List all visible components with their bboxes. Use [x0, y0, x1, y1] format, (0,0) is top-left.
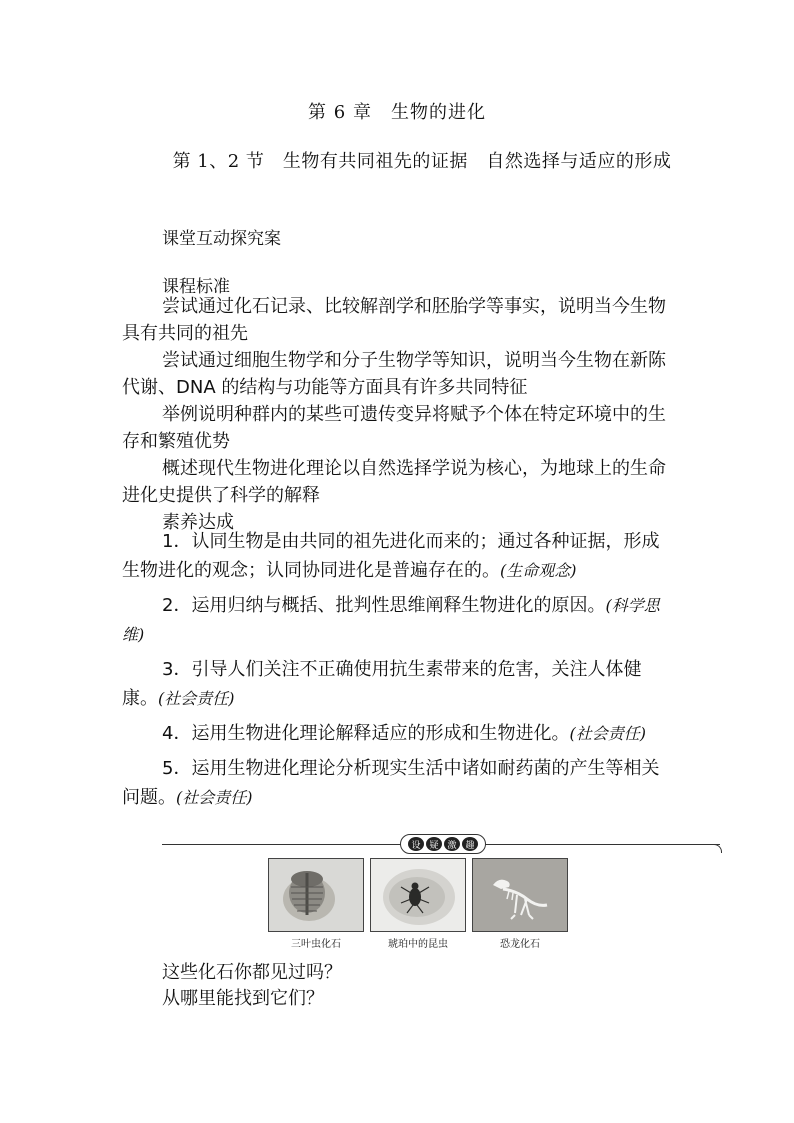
aim-tag: (社会责任): [569, 724, 646, 743]
literacy-label: 素养达成: [162, 512, 234, 533]
standard-item: 概述现代生物进化理论以自然选择学说为核心，为地球上的生命进化史提供了科学的解释: [122, 458, 666, 506]
figure-trilobite: [268, 858, 364, 950]
aim-item: [122, 655, 674, 713]
figure-caption: 琥珀中的昆虫: [388, 939, 448, 950]
figure-amber: [370, 858, 466, 950]
aim-tag: (社会责任): [158, 689, 235, 708]
banner-char: 设: [408, 837, 424, 851]
aim-tag: (生命观念): [500, 561, 577, 580]
aim-text: 2．运用归纳与概括、批判性思维阐释生物进化的原因。: [162, 595, 606, 616]
section-banner: [162, 832, 720, 852]
plan-label: 课堂互动探究案: [162, 229, 281, 249]
aim-text: 1．认同生物是由共同的祖先进化而来的；通过各种证据，形成生物进化的观念；认同协同进化是普遍存在的。: [122, 531, 660, 581]
dinosaur-fossil-image: [472, 858, 568, 932]
question-line: 这些化石你都见过吗？: [162, 962, 342, 983]
aim-item: [122, 591, 674, 649]
aim-tag: (社会责任): [176, 788, 253, 807]
standards-list: [122, 293, 674, 536]
aim-text: 4．运用生物进化理论解释适应的形成和生物进化。: [162, 723, 570, 744]
standard-item: 举例说明种群内的某些可遗传变异将赋予个体在特定环境中的生存和繁殖优势: [122, 404, 666, 452]
aim-text: 3．引导人们关注不正确使用抗生素带来的危害，关注人体健康。: [122, 659, 642, 709]
amber-insect-image: [370, 858, 466, 932]
standards-label: 课程标准: [162, 277, 230, 297]
banner-char: 趣: [462, 837, 478, 851]
standard-item: 尝试通过细胞生物学和分子生物学等知识，说明当今生物在新陈代谢、DNA 的结构与功能等方面具有许多共同特征: [122, 350, 666, 398]
literacy-aims: [122, 527, 674, 812]
banner-label: [400, 834, 486, 854]
aim-text: 5．运用生物进化理论分析现实生活中诸如耐药菌的产生等相关问题。: [122, 758, 660, 808]
figure-dinosaur: [472, 858, 568, 950]
banner-char: 激: [444, 837, 460, 851]
standard-item: 尝试通过化石记录、比较解剖学和胚胎学等事实，说明当今生物具有共同的祖先: [122, 296, 666, 344]
aim-item: [122, 527, 674, 585]
figure-caption: 恐龙化石: [500, 939, 540, 950]
chapter-title: 第 6 章 生物的进化: [308, 102, 486, 123]
question-line: 从哪里能找到它们？: [162, 988, 324, 1009]
section-title: 第 1、2 节 生物有共同祖先的证据 自然选择与适应的形成: [172, 151, 672, 172]
banner-char: 疑: [426, 837, 442, 851]
fossil-figures: [266, 858, 570, 950]
aim-item: [122, 754, 674, 812]
figure-caption: 三叶虫化石: [291, 939, 341, 950]
aim-item: [122, 719, 674, 748]
aim-tag: (科学思维): [122, 596, 660, 644]
trilobite-fossil-image: [268, 858, 364, 932]
